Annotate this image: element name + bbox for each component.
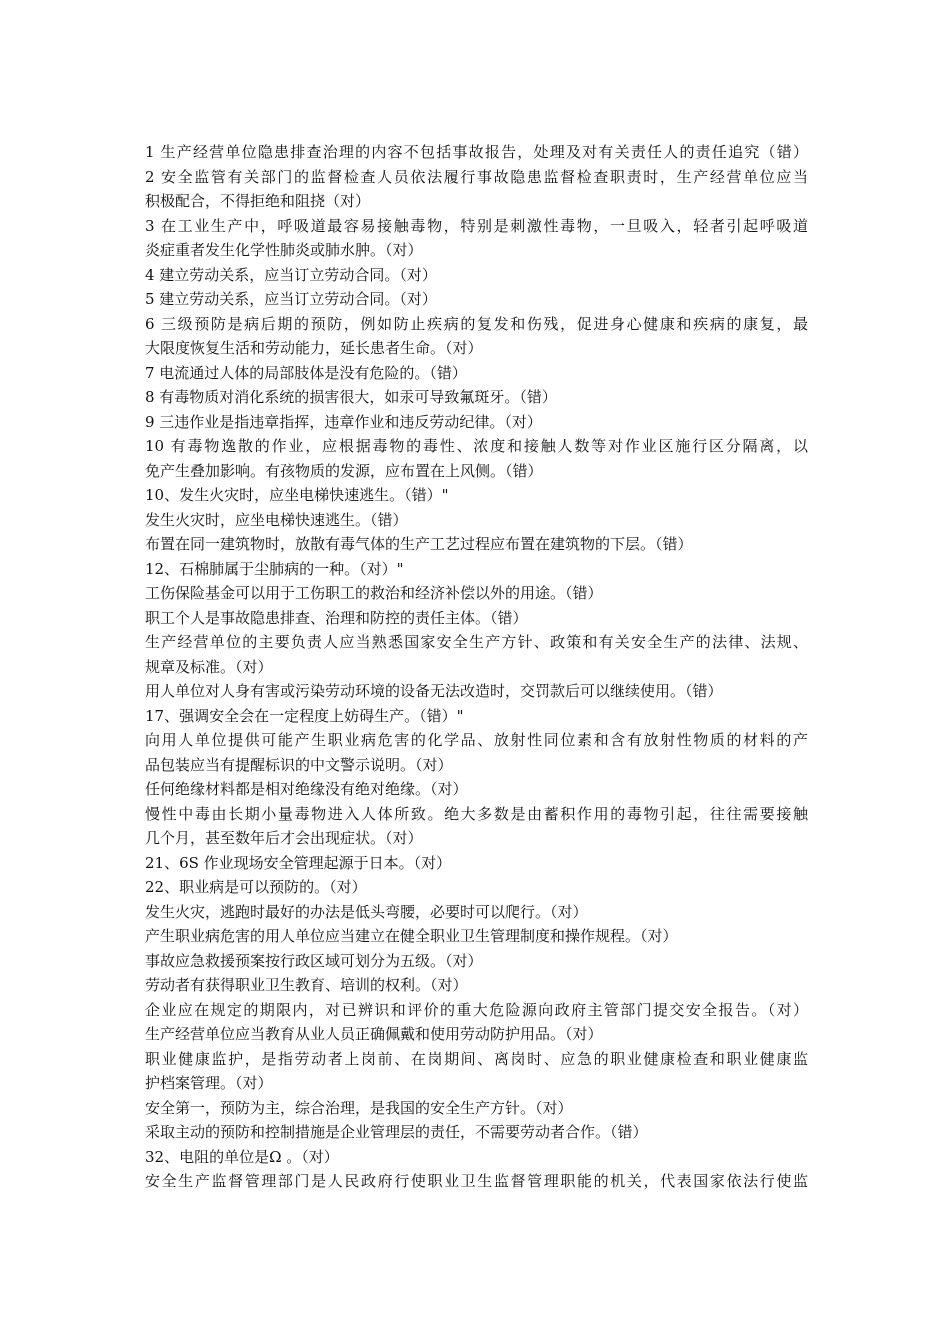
text-line: 3 在工业生产中，呼吸道最容易接触毒物，特别是刺激性毒物，一旦吸入，轻者引起呼吸道 xyxy=(145,216,808,235)
text-line: 慢性中毒由长期小量毒物进入人体所致。绝大多数是由蓄积作用的毒物引起，往往需要接触 xyxy=(145,804,808,823)
text-line: 劳动者有获得职业卫生教育、培训的权利。（对） xyxy=(145,976,468,994)
text-line: 10、发生火灾时，应坐电梯快速逃生。（错）" xyxy=(145,486,449,504)
text-line: 32、电阻的单位是Ω 。（对） xyxy=(145,1147,339,1166)
text-line: 2 安全监管有关部门的监督检查人员依法履行事故隐患监督检查职责时，生产经营单位应当 xyxy=(145,167,808,186)
text-line: 安全生产监督管理部门是人民政府行使职业卫生监督管理职能的机关，代表国家依法行使监 xyxy=(145,1172,808,1190)
text-line: 12、石棉肺属于尘肺病的一种。（对）" xyxy=(145,559,404,578)
text-line: 7 电流通过人体的局部肢体是没有危险的。（错） xyxy=(145,363,467,382)
text-line: 产生职业病危害的用人单位应当建立在健全职业卫生管理制度和操作规程。（对） xyxy=(145,927,678,945)
text-line: 向用人单位提供可能产生职业病危害的化学品、放射性同位素和含有放射性物质的材料的产 xyxy=(145,731,808,749)
text-line: 护档案管理。（对） xyxy=(145,1074,273,1092)
text-line: 6 三级预防是病后期的预防，例如防止疾病的复发和伤残，促进身心健康和疾病的康复，最 xyxy=(145,314,808,333)
text-line: 21、6S 作业现场安全管理起源于日本。（对） xyxy=(145,853,452,872)
text-line: 9 三违作业是指违章指挥，违章作业和违反劳动纪律。（对） xyxy=(145,412,542,431)
text-line: 企业应在规定的期限内，对已辨识和评价的重大危险源向政府主管部门提交安全报告。（对） xyxy=(145,1000,808,1019)
text-line: 用人单位对人身有害或污染劳动环境的设备无法改造时，交罚款后可以继续使用。（错） xyxy=(145,682,723,700)
text-line: 5 建立劳动关系，应当订立劳动合同。（对） xyxy=(145,290,437,308)
text-line: 生产经营单位的主要负责人应当熟悉国家安全生产方针、政策和有关安全生产的法律、法规、 xyxy=(145,633,808,651)
text-line: 职工个人是事故隐患排查、治理和防控的责任主体。（错） xyxy=(145,608,528,627)
text-line: 炎症重者发生化学性肺炎或肺水肿。（对） xyxy=(145,241,423,259)
text-line: 规章及标准。（对） xyxy=(145,657,273,676)
text-line: 大限度恢复生活和劳动能力，延长患者生命。（对） xyxy=(145,339,483,357)
text-line: 生产经营单位应当教育从业人员正确佩戴和使用劳动防护用品。（对） xyxy=(145,1025,603,1043)
text-line: 任何绝缘材料都是相对绝缘没有绝对绝缘。（对） xyxy=(145,780,468,798)
text-line: 1 生产经营单位隐患排查治理的内容不包括事故报告，处理及对有关责任人的责任追究（错） xyxy=(145,143,808,161)
text-line: 10 有毒物逸散的作业，应根据毒物的毒性、浓度和接触人数等对作业区施行区分隔离，以 xyxy=(145,437,808,455)
text-line: 品包装应当有提醒标识的中文警示说明。（对） xyxy=(145,755,453,774)
text-line: 发生火灾时，应坐电梯快速逃生。（错） xyxy=(145,510,408,529)
text-line: 安全第一，预防为主，综合治理，是我国的安全生产方针。（对） xyxy=(145,1098,573,1117)
text-line: 17、强调安全会在一定程度上妨碍生产。（错）" xyxy=(145,706,464,725)
text-line: 积极配合，不得拒绝和阻挠（对） xyxy=(145,192,371,210)
text-line: 采取主动的预防和控制措施是企业管理层的责任，不需要劳动者合作。（错） xyxy=(145,1123,648,1141)
text-line: 工伤保险基金可以用于工伤职工的救治和经济补偿以外的用途。（错） xyxy=(145,584,603,602)
text-line: 职业健康监护，是指劳动者上岗前、在岗期间、离岗时、应急的职业健康检查和职业健康监 xyxy=(145,1049,808,1068)
document-page xyxy=(145,140,808,1194)
text-line: 免产生叠加影响。有孩物质的发源，应布置在上风侧。（错） xyxy=(145,461,543,480)
text-line: 布置在同一建筑物时，放散有毒气体的生产工艺过程应布置在建筑物的下层。（错） xyxy=(145,535,693,553)
text-line: 4 建立劳动关系，应当订立劳动合同。（对） xyxy=(145,265,437,284)
text-line: 几个月，甚至数年后才会出现症状。（对） xyxy=(145,829,423,847)
text-line: 事故应急救援预案按行政区域可划分为五级。（对） xyxy=(145,951,483,970)
text-line: 发生火灾，逃跑时最好的办法是低头弯腰，必要时可以爬行。（对） xyxy=(145,902,588,921)
text-line: 22、职业病是可以预防的。（对） xyxy=(145,878,367,896)
text-line: 8 有毒物质对消化系统的损害很大，如汞可导致氟斑牙。（错） xyxy=(145,388,557,406)
